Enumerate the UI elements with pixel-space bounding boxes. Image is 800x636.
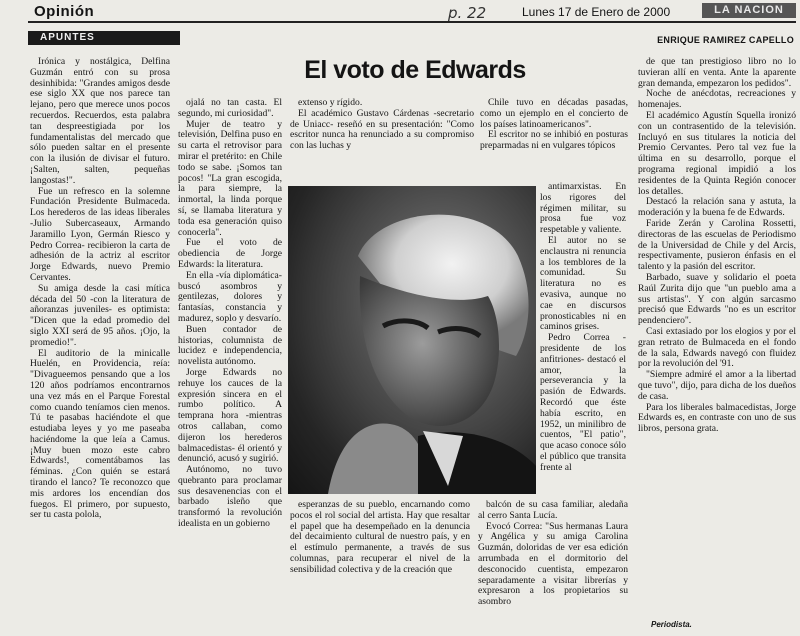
article-column-3-top (290, 98, 474, 180)
header-rule (28, 21, 796, 23)
paragraph: Noche de anécdotas, recreaciones y homenajes. (638, 88, 796, 111)
paragraph: Casi extasiado por los elogios y por el gran retrato de Bulmaceda en el fondo de la sala, Edwards navegó con fluidez por la revolución del '91. (638, 325, 796, 370)
kicker-banner: APUNTES (28, 31, 180, 45)
portrait-photo (288, 186, 536, 494)
article-column-1 (30, 57, 170, 635)
paragraph: de que tan prestigioso libro no lo tuvieran allí en venta. Ante la aparente gran demanda, empezaron los pedidos". (638, 57, 796, 89)
paragraph: antimarxistas. En los rigores del régimen militar, su prosa fue voz respetable y valiente. (540, 182, 626, 236)
paragraph: Destacó la relación sana y astuta, la moderación y la buena fe de Edwards. (638, 196, 796, 219)
article-column-3-bottom (290, 500, 470, 635)
paragraph: En ella -vía diplomática- buscó asombros y gentilezas, dolores y fantasías, constancia y madurez, soplo y desvarío. (178, 269, 282, 324)
article-column-4-top (480, 98, 628, 180)
handwritten-page-note: p. 22 (448, 4, 487, 22)
paragraph: Buen contador de historias, columnista de lucidez e independencia, novelista autónomo. (178, 323, 282, 368)
paragraph: El escritor no se inhibió en posturas preparmadas ni en vulgares tópicos (480, 129, 628, 152)
author-byline: ENRIQUE RAMIREZ CAPELLO (657, 35, 794, 45)
paragraph: Autónomo, no tuvo quebranto para proclamar sus desavenencias con el barbado isleño que transformó la revolución idealista en un gobierno (178, 464, 282, 530)
issue-date: Lunes 17 de Enero de 2000 (522, 5, 671, 19)
section-label: Opinión (34, 3, 95, 20)
paragraph: Chile tuvo en décadas pasadas, como un ejemplo en el concierto de los países latinoamericanos". (480, 98, 628, 130)
paragraph: Barbado, suave y solidario el poeta Raúl Zurita dijo que "un pueblo ama a sus artistas". Y con algún sarcasmo precisó que Edwards "no es un escritor pendenciero". (638, 271, 796, 327)
newspaper-logo: LA NACION (702, 3, 796, 18)
paragraph: Irónica y nostálgica, Delfina Guzmán entró con su prosa desinhibida: "Grandes amigos desde ese siglo XX que nos parece tan lejano, pero que merece unos pocos recuerdos. Recuerdos, esta palabra tan despreestigiada por los fundamentalistas del mercado que sólo pueden saltar en el presente con la ilusión de divisar el futuro. ¡Salten, salten, pequeñas langostas!". (30, 57, 170, 186)
paragraph: El autor no se enclaustra ni renuncia a los temblores de la comunidad. Su literatura no es evasiva, aunque no cae en discursos pronosticables ni en caminos grises. (540, 234, 626, 333)
paragraph: Jorge Edwards no rehuye los cauces de la expresión sincera en el rumbo político. A temprana hora -mientras otros callaban, como dijeron los herederos balmacedistas- él orientó y denunció, acusó y sugirió. (178, 366, 282, 465)
paragraph: El académico Agustín Squella ironizó con un contrasentido de la televisión. Incluyó en sus titulares la noticia del Premio Cervantes. Pero tal vez fue la última en su desarrollo, porque el programa regional impidió a los residentes de la Quinta Región conocer los detalles. (638, 109, 796, 197)
paragraph: Para los liberales balmacedistas, Jorge Edwards es, en contraste con uno de sus libros, persona grata. (638, 401, 796, 435)
paragraph: El académico Gustavo Cárdenas -secretario de Uniacc- reseñó en su presentación: "Como escritor nunca ha renunciado a su compromiso con las luchas y (290, 107, 474, 152)
article-column-4-middle (540, 182, 626, 496)
portrait-photo-icon (288, 186, 536, 494)
paragraph: Fue el voto de obediencia de Jorge Edwards: la literatura. (178, 237, 282, 270)
paragraph: Su amiga desde la casi mítica década del 50 -con la literatura de añoranzas juveniles- es optimista: "Dicen que la edad promedio del siglo XXI será de 95 años. ¡Ojo, la promedio!". (30, 282, 170, 348)
paragraph: extenso y rígido. (298, 98, 363, 108)
paragraph: Pedro Correa -presidente de los anfitriones- destacó el amor, la perseverancia y la pasión de Edwards. Recordó que éste había escrito, en 1952, un minilibro de cuentos, "El patio", que acaso conoce sólo el público que transita frente al (540, 332, 626, 473)
paragraph: balcón de su casa familiar, aledaña al cerro Santa Lucía. (478, 500, 628, 521)
paragraph: esperanzas de su pueblo, encarnando como pocos el rol social del artista. Hay que resaltar el papel que ha desempeñado en la denuncia del decaimiento cultural de nuestro país, y en el estímulo permanente, a través de sus columnas, para recuperar el nivel de la sensibilidad colectiva y de la creación que (290, 500, 470, 575)
article-column-2 (178, 98, 282, 635)
paragraph: ojalá no tan casta. El segundo, mi curiosidad". (178, 98, 282, 119)
author-signature: Periodista. (651, 620, 692, 629)
article-column-4-bottom (478, 500, 628, 635)
paragraph: El auditorio de la minicalle Huelén, en Providencia, reía: "Divagueemos pensando que a los 120 años podríamos encontrarnos una vez más en el Parque Forestal como cuando teníamos cien menos. Tú te pasabas haciéndote el que estudiaba leyes y yo me paseaba haciéndome la que leía a Camus. ¡Muy buen mozo este cabro Edwards!, comentábamos las féminas. ¿Con quién se estará tirando el lanco? Te reconozco que mis ardores los encendían dos fuegos. El primero, por supuesto, ser tu casta polola, (30, 347, 170, 521)
article-column-5 (638, 57, 796, 619)
paragraph: "Siempre admiré el amor a la libertad que tuvo", dijo, para dicha de los dueños de casa. (638, 369, 796, 402)
paragraph: Evocó Correa: "Sus hermanas Laura y Angélica y su amiga Carolina Guzmán, doloridas de ver esa edición arrumbada en el dormitorio del desconocido cuentista, empezaron separadamente a visitar librerías y expresaron a los propietarios su asombro (478, 520, 628, 608)
paragraph: Fue un refresco en la solemne Fundación Presidente Bulmaceda. Los herederos de las ideas liberales -Julio Subercaseaux, Armando Jaramillo Lyon, Germán Riesco y Pedro Correa- recibieron la carta de adhesión de la actriz al escritor Jorge Edwards, nuevo Premio Cervantes. (30, 185, 170, 283)
article-title: El voto de Edwards (304, 56, 526, 84)
paragraph: Faride Zerán y Carolina Rossetti, directoras de las escuelas de Periodismo de la Universidad de Chile y del Arcis, respectivamente, pusieron énfasis en el talento y la pasión del escritor. (638, 217, 796, 273)
paragraph: Mujer de teatro y televisión, Delfina puso en su carta el retrovisor para mirar el pretérito: en Chile todo se sabe. ¡Somos tan pocos! "La gran escogida, la para siempre, la inmortal, la linda porque sí, se llamaba literatura y toda esa generación quiso conocerla". (178, 118, 282, 238)
